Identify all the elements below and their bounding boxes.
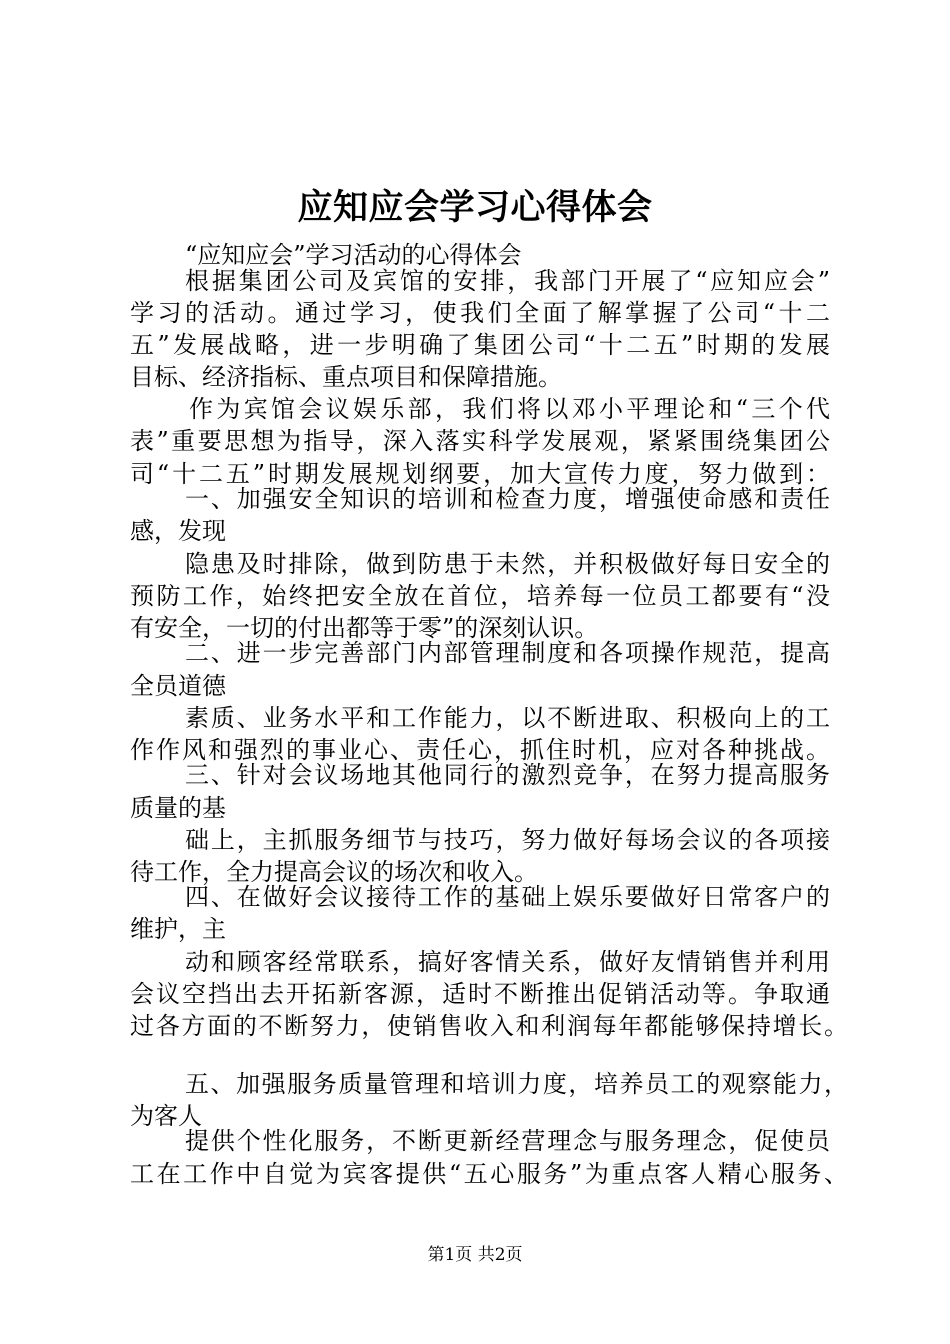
paragraph-line: 有安全，一切的付出都等于零”的深刻认识。 xyxy=(130,614,599,642)
paragraph-line: 五、加强服务质量管理和培训力度，培养员工的观察能力， xyxy=(185,1070,848,1098)
paragraph-line: 待工作，全力提高会议的场次和收入。 xyxy=(130,858,538,886)
paragraph-line: 工在工作中自觉为宾客提供“五心服务”为重点客人精心服务、 xyxy=(130,1160,848,1188)
paragraph-line: 表”重要思想为指导，深入落实科学发展观，紧紧围绕集团公 xyxy=(130,427,830,455)
paragraph-line: 感，发现 xyxy=(130,517,226,545)
subtitle-line: “应知应会”学习活动的心得体会 xyxy=(185,241,522,269)
paragraph-line: 一、加强安全知识的培训和检查力度，增强使命感和责任 xyxy=(185,485,830,513)
page-footer: 第1页 共2页 xyxy=(427,1245,523,1265)
paragraph-line: 会议空挡出去开拓新客源，适时不断推出促销活动等。争取通 xyxy=(130,980,830,1008)
paragraph-line: 学习的活动。通过学习，使我们全面了解掌握了公司“十二 xyxy=(130,299,830,327)
paragraph-line: 全员道德 xyxy=(130,672,226,700)
paragraph-line: 提供个性化服务，不断更新经营理念与服务理念，促使员 xyxy=(185,1127,830,1155)
paragraph-line: 根据集团公司及宾馆的安排，我部门开展了“应知应会” xyxy=(185,267,830,295)
paragraph-line: 五”发展战略，进一步明确了集团公司“十二五”时期的发展 xyxy=(130,331,830,359)
document-title: 应知应会学习心得体会 xyxy=(297,187,653,228)
paragraph-line: 二、进一步完善部门内部管理制度和各项操作规范，提高 xyxy=(185,639,830,667)
paragraph-line: 素质、业务水平和工作能力，以不断进取、积极向上的工 xyxy=(185,704,830,732)
paragraph-line: 质量的基 xyxy=(130,794,226,822)
paragraph-line: 三、针对会议场地其他同行的激烈竞争，在努力提高服务 xyxy=(185,761,830,789)
paragraph-line: 作为宾馆会议娱乐部，我们将以邓小平理论和“三个代 xyxy=(189,395,830,423)
paragraph-line: 目标、经济指标、重点项目和保障措施。 xyxy=(130,363,562,391)
paragraph-line: 维护，主 xyxy=(130,915,226,943)
paragraph-line: 司“十二五”时期发展规划纲要，加大宣传力度，努力做到： xyxy=(130,460,830,488)
paragraph-line: 隐患及时排除，做到防患于未然，并积极做好每日安全的 xyxy=(185,550,830,578)
paragraph-line: 动和顾客经常联系，搞好客情关系，做好友情销售并利用 xyxy=(185,948,830,976)
paragraph-line: 过各方面的不断努力，使销售收入和利润每年都能够保持增长。 xyxy=(130,1012,848,1040)
paragraph-line: 四、在做好会议接待工作的基础上娱乐要做好日常客户的 xyxy=(185,883,830,911)
paragraph-line: 础上，主抓服务细节与技巧，努力做好每场会议的各项接 xyxy=(185,826,830,854)
paragraph-line: 作作风和强烈的事业心、责任心，抓住时机，应对各种挑战。 xyxy=(130,736,830,764)
paragraph-line: 预防工作，始终把安全放在首位，培养每一位员工都要有“没 xyxy=(130,582,830,610)
paragraph-line: 为客人 xyxy=(130,1102,202,1130)
